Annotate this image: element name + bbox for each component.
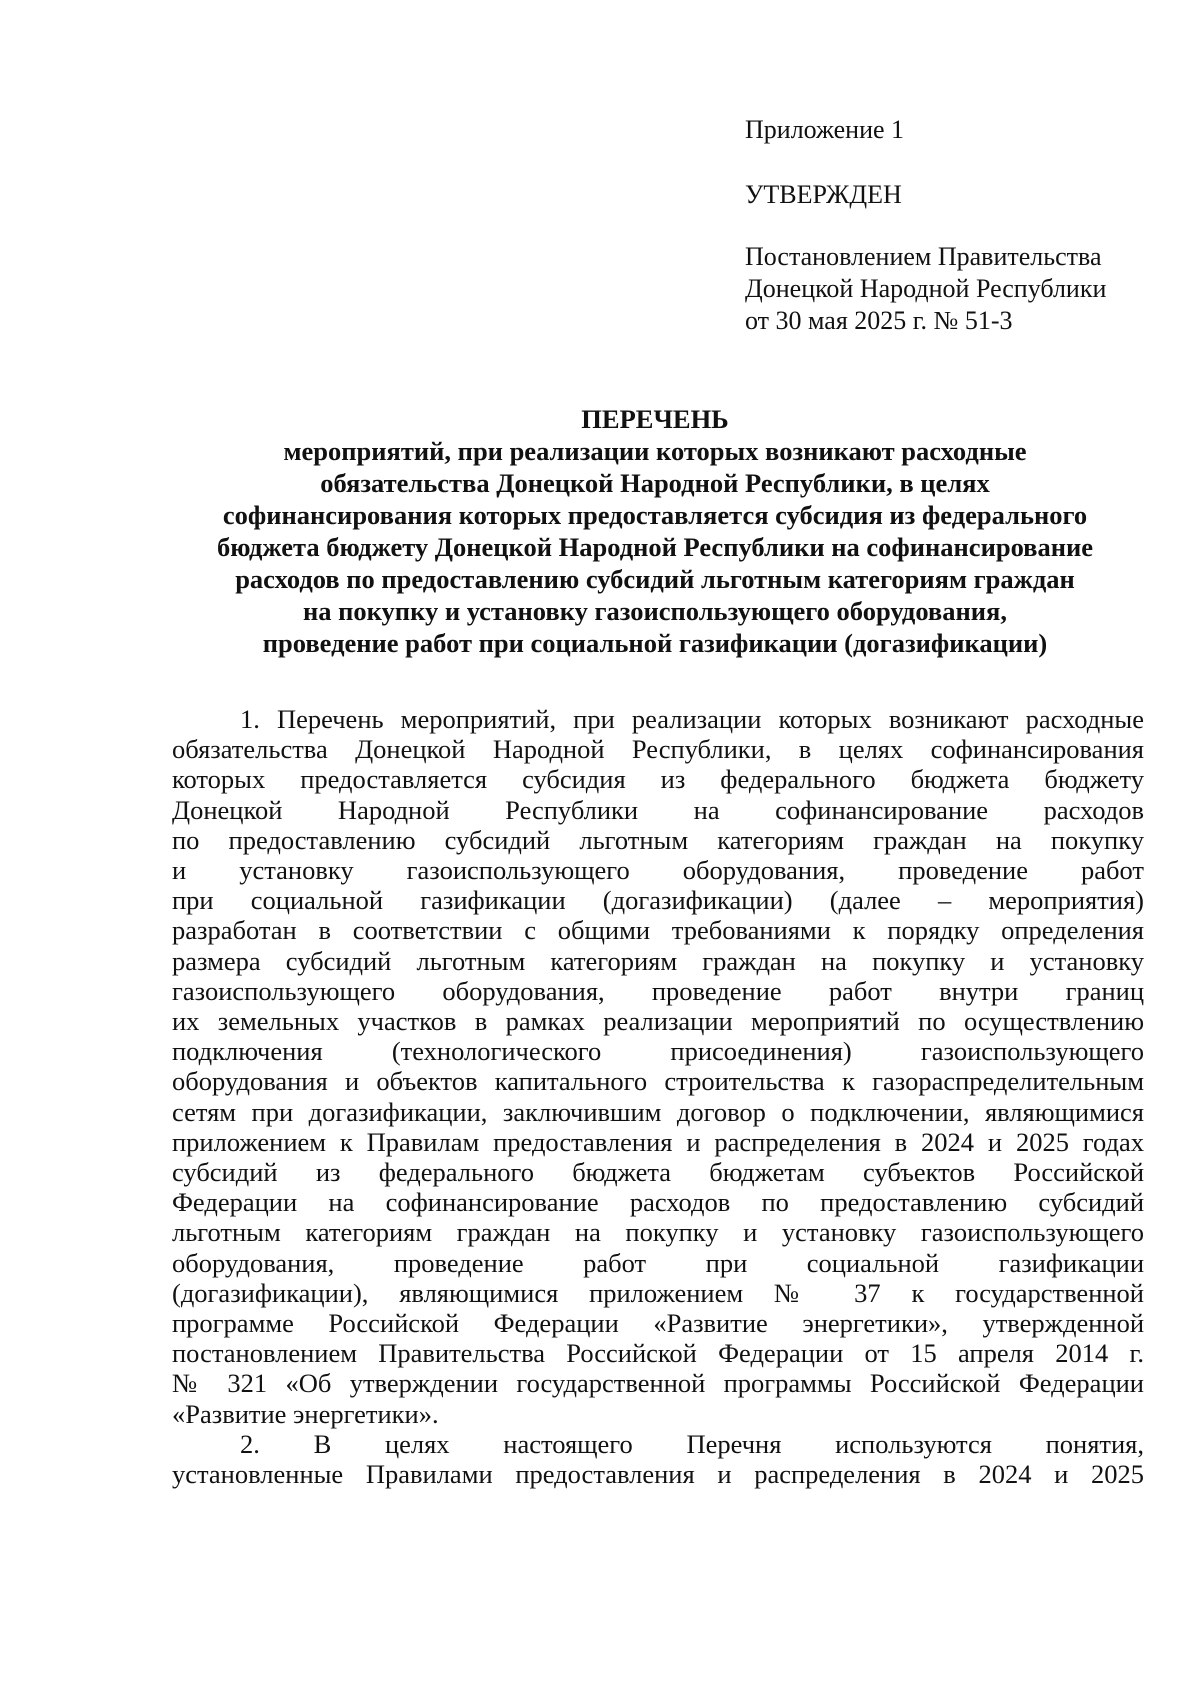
paragraph-line: обязательства Донецкой Народной Республики, в целях софинансирования	[172, 734, 1144, 765]
resolution-line: Донецкой Народной Республики	[745, 274, 1107, 303]
approval-block	[745, 114, 1165, 337]
paragraph-line: разработан в соответствии с общими требованиями к порядку определения	[172, 915, 1144, 946]
paragraph-line: и установку газоиспользующего оборудования, проведение работ	[172, 855, 1144, 886]
document-title	[170, 403, 1140, 659]
paragraph-line: субсидий из федерального бюджета бюджетам субъектов Российской	[172, 1157, 1144, 1188]
paragraph-line: оборудования и объектов капитального строительства к газораспределительным	[172, 1066, 1144, 1097]
document-body	[172, 704, 1144, 1489]
appendix-label: Приложение 1	[745, 115, 905, 144]
paragraph-line: № 321 «Об утверждении государственной программы Российской Федерации	[172, 1368, 1144, 1399]
paragraph-1	[172, 704, 1144, 1429]
resolution-line: от 30 мая 2025 г. № 51-3	[745, 306, 1013, 335]
paragraph-line: оборудования, проведение работ при социальной газификации	[172, 1247, 1144, 1278]
title-subtitle-line: обязательства Донецкой Народной Республики, в целях	[320, 468, 990, 498]
paragraph-line: льготным категориям граждан на покупку и установку газоиспользующего	[172, 1217, 1144, 1248]
paragraph-line: размера субсидий льготным категориям граждан на покупку и установку	[172, 945, 1144, 976]
title-subtitle-line: мероприятий, при реализации которых возникают расходные	[283, 436, 1027, 466]
paragraph-line: 2. В целях настоящего Перечня используются понятия,	[240, 1428, 1144, 1459]
paragraph-line: приложением к Правилам предоставления и распределения в 2024 и 2025 годах	[172, 1126, 1144, 1157]
paragraph-line: по предоставлению субсидий льготным категориям граждан на покупку	[172, 824, 1144, 855]
paragraph-line: которых предоставляется субсидия из федерального бюджета бюджету	[172, 764, 1144, 795]
paragraph-line: постановлением Правительства Российской Федерации от 15 апреля 2014 г.	[172, 1338, 1144, 1369]
paragraph-line: их земельных участков в рамках реализации мероприятий по осуществлению	[172, 1006, 1144, 1037]
paragraph-line: газоиспользующего оборудования, проведение работ внутри границ	[172, 975, 1144, 1006]
title-heading: ПЕРЕЧЕНЬ	[581, 404, 729, 434]
title-subtitle-line: бюджета бюджету Донецкой Народной Республики на софинансирование	[216, 532, 1094, 562]
paragraph-line: 1. Перечень мероприятий, при реализации которых возникают расходные	[240, 704, 1144, 734]
paragraph-line: при социальной газификации (догазификации) (далее – мероприятия)	[172, 885, 1144, 916]
paragraph-line: программе Российской Федерации «Развитие энергетики», утвержденной	[172, 1308, 1144, 1339]
paragraph-line: сетям при догазификации, заключившим договор о подключении, являющимися	[172, 1096, 1144, 1127]
paragraph-line: установленные Правилами предоставления и распределения в 2024 и 2025	[172, 1459, 1144, 1490]
paragraph-line: подключения (технологического присоединения) газоиспользующего	[172, 1036, 1144, 1067]
title-subtitle-line: расходов по предоставлению субсидий льготным категориям граждан	[235, 564, 1075, 594]
paragraph-line: Федерации на софинансирование расходов по предоставлению субсидий	[172, 1187, 1144, 1218]
title-subtitle-line: на покупку и установку газоиспользующего оборудования,	[303, 596, 1007, 626]
paragraph-line: «Развитие энергетики».	[172, 1398, 439, 1429]
title-subtitle-line: софинансирования которых предоставляется субсидия из федерального	[222, 500, 1088, 530]
approved-label: УТВЕРЖДЕН	[745, 180, 902, 209]
title-subtitle-line: проведение работ при социальной газификации (догазификации)	[262, 628, 1048, 658]
resolution-line: Постановлением Правительства	[745, 242, 1102, 271]
paragraph-line: (догазификации), являющимися приложением № 37 к государственной	[172, 1277, 1144, 1308]
paragraph-line: Донецкой Народной Республики на софинансирование расходов	[172, 794, 1144, 825]
paragraph-2	[172, 1429, 1144, 1489]
